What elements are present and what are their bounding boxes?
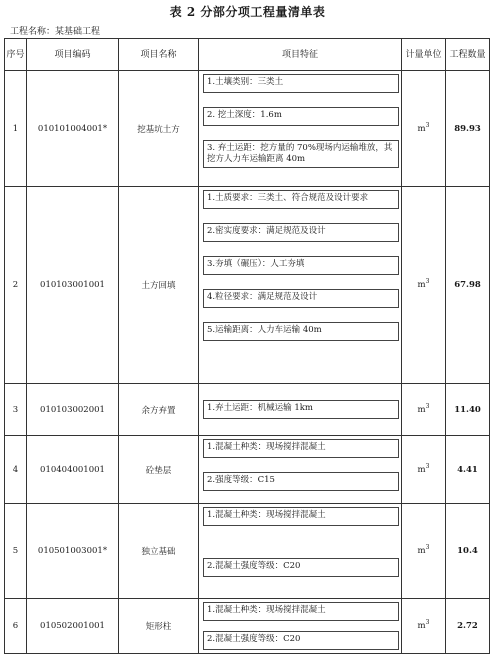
row-features <box>199 599 402 654</box>
table-row <box>5 504 490 599</box>
feature-line: 3. 弃土运距：挖方量的 70%现场内运输堆放，其挖方人力车运输距离 40m <box>203 140 399 168</box>
row-name: 余方弃置 <box>119 384 199 436</box>
row-code: 010101004001* <box>27 71 119 187</box>
feature-line: 4.粒径要求：满足规范及设计 <box>203 289 399 308</box>
feature-line: 2.混凝土强度等级：C20 <box>203 558 399 577</box>
row-features <box>199 504 402 599</box>
row-name: 独立基础 <box>119 504 199 599</box>
header-seq: 序号 <box>5 39 27 71</box>
row-qty: 67.98 <box>446 187 490 384</box>
feature-line: 1.土壤类别：三类土 <box>203 74 399 93</box>
row-code: 010501003001* <box>27 504 119 599</box>
table-row <box>5 71 490 187</box>
row-unit: $m^3$ <box>402 436 446 504</box>
row-unit: $m^3$ <box>402 599 446 654</box>
table-title: 表 2 分部分项工程量清单表 <box>169 5 326 19</box>
row-features <box>199 187 402 384</box>
row-unit: $m^3$ <box>402 71 446 187</box>
row-seq: 4 <box>5 436 27 504</box>
header-unit: 计量单位 <box>402 39 446 71</box>
feature-line: 2.强度等级：C15 <box>203 472 399 491</box>
row-code: 010502001001 <box>27 599 119 654</box>
feature-line: 2.密实度要求：满足规范及设计 <box>203 223 399 242</box>
row-name: 土方回填 <box>119 187 199 384</box>
row-qty: 10.4 <box>446 504 490 599</box>
header-row <box>5 39 490 71</box>
feature-line: 1.混凝土种类：现场搅拌混凝土 <box>203 507 399 526</box>
quantity-table <box>4 38 490 654</box>
row-seq: 6 <box>5 599 27 654</box>
row-name: 挖基坑土方 <box>119 71 199 187</box>
table-row <box>5 599 490 654</box>
row-name: 砼垫层 <box>119 436 199 504</box>
table-row <box>5 187 490 384</box>
row-qty: 89.93 <box>446 71 490 187</box>
header-feature: 项目特征 <box>199 39 402 71</box>
header-name: 项目名称 <box>119 39 199 71</box>
row-seq: 5 <box>5 504 27 599</box>
feature-line: 2. 挖土深度：1.6m <box>203 107 399 126</box>
row-qty: 2.72 <box>446 599 490 654</box>
row-features <box>199 71 402 187</box>
row-name: 矩形柱 <box>119 599 199 654</box>
feature-line: 1.弃土运距：机械运输 1km <box>203 400 399 419</box>
row-seq: 2 <box>5 187 27 384</box>
feature-line: 3.夯填（碾压）：人工夯填 <box>203 256 399 275</box>
row-unit: $m^3$ <box>402 384 446 436</box>
feature-line: 1.混凝土种类：现场搅拌混凝土 <box>203 439 399 458</box>
header-qty: 工程数量 <box>446 39 490 71</box>
table-row <box>5 436 490 504</box>
row-features <box>199 384 402 436</box>
row-code: 010103001001 <box>27 187 119 384</box>
table-row <box>5 384 490 436</box>
row-unit: $m^3$ <box>402 504 446 599</box>
row-code: 010103002001 <box>27 384 119 436</box>
row-features <box>199 436 402 504</box>
feature-line: 5.运输距离：人力车运输 40m <box>203 322 399 341</box>
row-code: 010404001001 <box>27 436 119 504</box>
feature-line: 1.混凝土种类：现场搅拌混凝土 <box>203 602 399 621</box>
row-qty: 11.40 <box>446 384 490 436</box>
row-seq: 3 <box>5 384 27 436</box>
feature-line: 1.土质要求：三类土、符合规范及设计要求 <box>203 190 399 209</box>
feature-line: 2.混凝土强度等级：C20 <box>203 631 399 650</box>
row-qty: 4.41 <box>446 436 490 504</box>
header-code: 项目编码 <box>27 39 119 71</box>
project-name: 工程名称：某基础工程 <box>10 27 101 37</box>
row-seq: 1 <box>5 71 27 187</box>
row-unit: $m^3$ <box>402 187 446 384</box>
